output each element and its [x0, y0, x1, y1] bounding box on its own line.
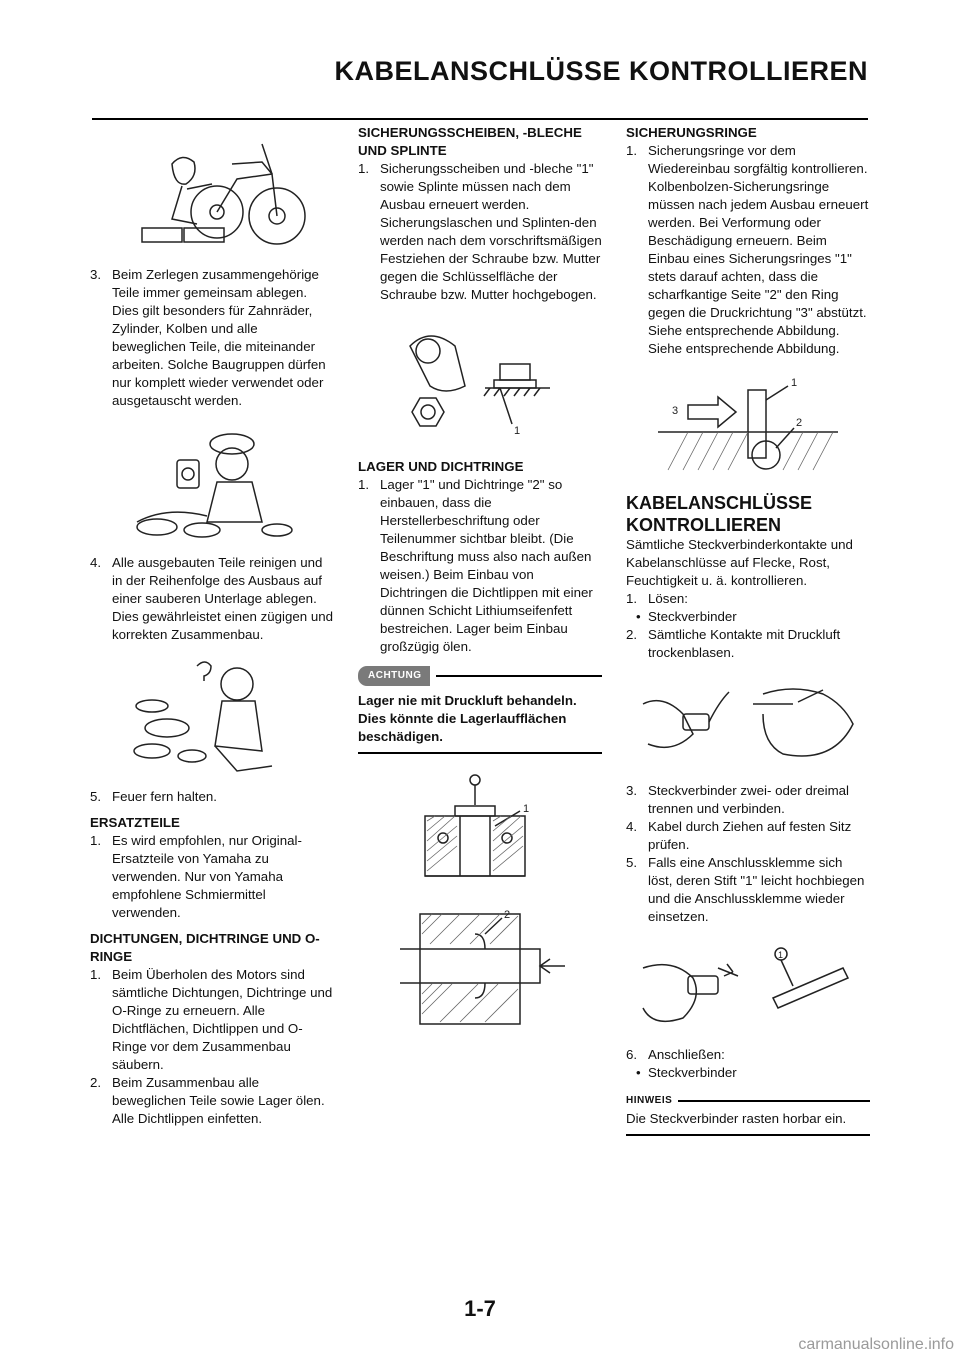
list-item: 1. Sicherungsscheiben und -bleche "1" sowie Splinte müssen nach dem Ausbau erneuert werden. Sicherungslaschen und Splinten-den werden nach dem vorschriftsmäßigen Festziehen der Schraube bzw. Mutter gegen die Schlüsselfläche der Schraube bzw. Mutter hochgebogen.: [358, 161, 602, 302]
list-item: 1. Lösen:: [626, 591, 688, 606]
paragraph: Sämtliche Steckverbinderkontakte und Kabelanschlüsse auf Flecke, Rost, Feuchtigkeit u. ä. kontrollieren.: [626, 537, 853, 588]
fig-label: 1: [791, 377, 798, 389]
footer-watermark: carmanualsonline.info: [798, 1336, 954, 1353]
warning-header: [358, 666, 602, 686]
list-item: 1. Sicherungsringe vor dem Wiedereinbau sorgfältig kontrollieren. Kolbenbolzen-Sicherungsringe müssen nach jedem Ausbau erneuert werden. Bei Verformung oder Beschädigung erneuern. Beim Einbau eines Sicherungsringes "1" stets darauf achten, dass die scharfkantige Seite "2" den Ring gegen die Druckrichtung "3" abstützt. Siehe entsprechende Abbildung. Siehe entsprechende Abbildung.: [626, 143, 869, 356]
page-number: 1-7: [464, 1296, 496, 1321]
list-item: 4. Kabel durch Ziehen auf festen Sitz prüfen.: [626, 819, 852, 852]
terminal-pin-figure: [633, 938, 863, 1038]
list-item: 4. Alle ausgebauten Teile reinigen und in der Reihenfolge des Ausbaus auf einer sauberen Unterlage ablegen. Dies gewährleistet einen zügigen und korrekten Zusammenbau.: [90, 555, 334, 642]
section-heading: SICHERUNGSRINGE: [626, 125, 757, 140]
mechanic-motorcycle-figure: [112, 124, 312, 254]
section-heading: ERSATZTEILE: [90, 815, 180, 830]
warning-badge: ACHTUNG: [358, 666, 430, 686]
list-item: 1. Beim Überholen des Motors sind sämtliche Dichtungen, Dichtringe und O-Ringe zu erneuern. Alle Dichtflächen, Dichtlippen und O-Ringe vor dem Zusammenbau säubern.: [90, 967, 333, 1072]
column-1: [90, 124, 334, 1128]
bearing-press-figure: [395, 766, 565, 896]
note-rule: [626, 1134, 870, 1136]
fig-label: 1: [778, 950, 784, 960]
fig-label: 1: [514, 425, 521, 437]
list-item: 2. Beim Zusammenbau alle beweglichen Teile sowie Lager ölen. Alle Dichtlippen einfetten.: [90, 1075, 325, 1126]
fig-label: 3: [672, 405, 679, 417]
circlip-figure: [648, 370, 848, 480]
bullet-item: • Steckverbinder: [636, 609, 737, 624]
oil-seal-figure: [390, 904, 570, 1034]
note-text: Die Steckverbinder rasten horbar ein.: [626, 1111, 847, 1126]
list-item: 2. Sämtliche Kontakte mit Druckluft trockenblasen.: [626, 627, 841, 660]
list-item: 1. Es wird empfohlen, nur Original-Ersatzteile von Yamaha zu verwenden. Nur von Yamaha empfohlene Schmiermittel verwenden.: [90, 833, 302, 920]
warning-text: Lager nie mit Druckluft behandeln. Dies könnte die Lagerlaufflächen beschädigen.: [358, 693, 577, 744]
column-2: [358, 124, 602, 1034]
note-label: HINWEIS: [626, 1095, 673, 1106]
header-rule: [92, 118, 868, 120]
section-heading: LAGER UND DICHTRINGE: [358, 459, 524, 474]
section-heading-large: KABELANSCHLÜSSE KONTROLLIEREN: [626, 493, 813, 535]
fig-label: 1: [523, 802, 530, 815]
bullet-item: • Steckverbinder: [636, 1065, 737, 1080]
mechanic-parts-figure: [127, 422, 297, 542]
page-title: KABELANSCHLÜSSE KONTROLLIEREN: [334, 56, 868, 86]
air-blow-connector-figure: [633, 674, 863, 774]
section-heading: SICHERUNGSSCHEIBEN, -BLECHE UND SPLINTE: [358, 125, 582, 158]
lock-washer-figure: [390, 316, 570, 446]
fig-label: 2: [796, 417, 803, 429]
confused-mechanic-figure: [127, 656, 297, 776]
list-item: 5. Feuer fern halten.: [90, 789, 217, 804]
list-item: 5. Falls eine Anschlussklemme sich löst, deren Stift "1" leicht hochbiegen und die Anschlussklemme wieder einsetzen.: [626, 855, 865, 924]
column-3: [626, 124, 870, 1136]
section-heading: DICHTUNGEN, DICHTRINGE UND O-RINGE: [90, 931, 320, 964]
list-item: 1. Lager "1" und Dichtringe "2" so einbauen, dass die Herstellerbeschriftung oder Teilenummer sichtbar bleibt. (Die Beschriftung muss also nach außen weisen.) Beim Einbau von Dichtringen die Dichtlippen mit einer dünnen Schicht Lithiumseifenfett bestreichen. Lager beim Einbau großzügig ölen.: [358, 477, 593, 654]
list-item: 3. Beim Zerlegen zusammengehörige Teile immer gemeinsam ablegen. Dies gilt besonders für Zahnräder, Zylinder, Kolben und alle beweglichen Teile, die miteinander arbeiten. Solche Baugruppen dürfen nur komplett wieder verwendet oder ausgetauscht werden.: [90, 267, 326, 408]
fig-label: 2: [504, 908, 511, 921]
note-header: [626, 1092, 870, 1110]
list-item: 6. Anschließen:: [626, 1047, 725, 1062]
list-item: 3. Steckverbinder zwei- oder dreimal trennen und verbinden.: [626, 783, 850, 816]
